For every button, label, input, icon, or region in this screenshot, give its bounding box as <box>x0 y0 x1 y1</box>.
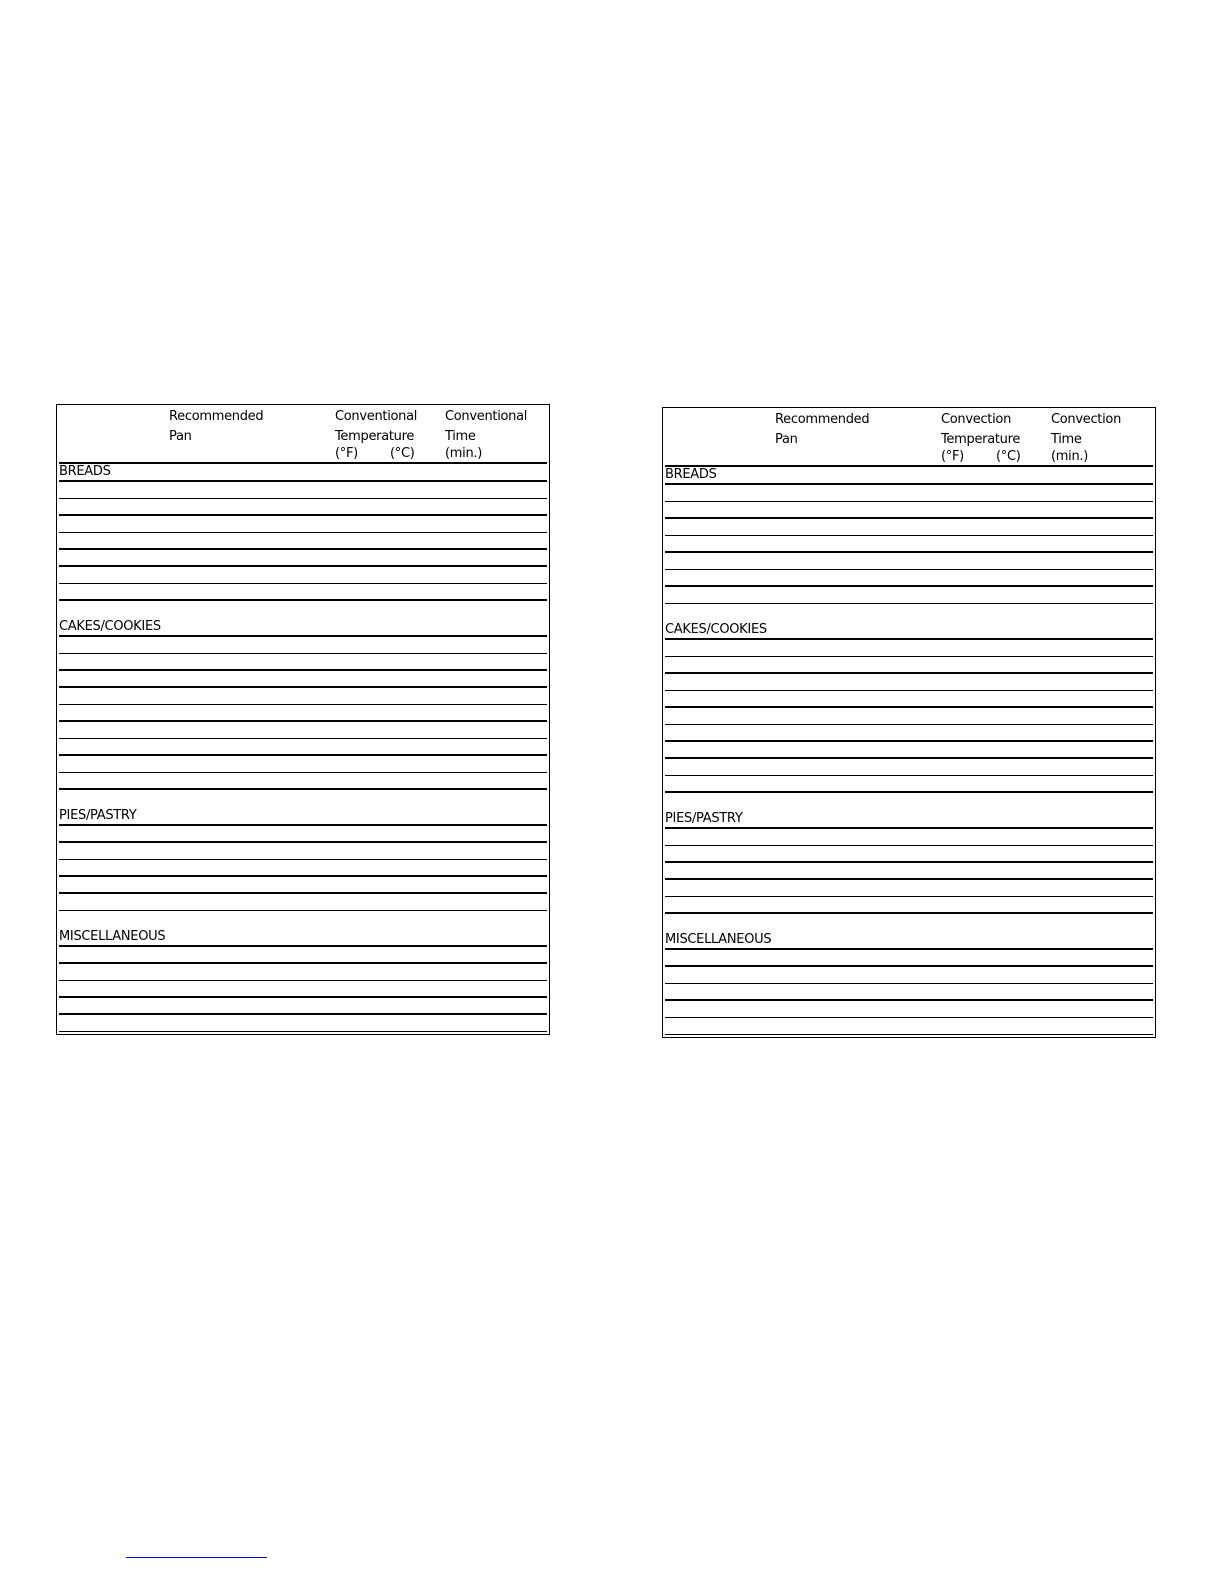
entry-row[interactable] <box>665 742 1153 759</box>
entry-row[interactable] <box>665 674 1153 691</box>
entry-row[interactable] <box>59 843 547 860</box>
temperature-header-line1: Convection <box>941 412 1012 427</box>
entry-row[interactable] <box>59 705 547 722</box>
section-breads <box>665 467 1153 604</box>
minutes-unit-label: (min.) <box>1051 449 1088 464</box>
section-title-pies-pastry: PIES/PASTRY <box>665 811 1153 829</box>
section-gap <box>57 911 549 929</box>
entry-row[interactable] <box>665 502 1153 519</box>
section-cakes-cookies <box>665 622 1153 793</box>
minutes-unit-label: (min.) <box>445 446 482 461</box>
entry-row[interactable] <box>665 950 1153 967</box>
entry-row[interactable] <box>59 998 547 1015</box>
entry-row[interactable] <box>665 691 1153 708</box>
time-header-line1: Convection <box>1051 412 1122 427</box>
time-header-line2: Time <box>445 429 476 444</box>
entry-row[interactable] <box>59 516 547 533</box>
section-breads <box>59 464 547 601</box>
entry-row[interactable] <box>59 567 547 584</box>
entry-row[interactable] <box>59 981 547 998</box>
entry-row[interactable] <box>665 863 1153 880</box>
entry-row[interactable] <box>665 708 1153 725</box>
entry-row[interactable] <box>665 829 1153 846</box>
pan-header-line2: Pan <box>169 429 192 444</box>
entry-row[interactable] <box>59 550 547 567</box>
entry-row[interactable] <box>59 1015 547 1032</box>
entry-row[interactable] <box>665 967 1153 984</box>
entry-row[interactable] <box>665 640 1153 657</box>
section-title-breads: BREADS <box>59 464 547 482</box>
section-pies-pastry <box>665 811 1153 914</box>
entry-row[interactable] <box>665 570 1153 587</box>
fahrenheit-unit-label: (°F) <box>335 446 358 461</box>
entry-row[interactable] <box>665 519 1153 536</box>
section-title-cakes-cookies: CAKES/COOKIES <box>665 622 1153 640</box>
entry-row[interactable] <box>59 894 547 911</box>
section-title-cakes-cookies: CAKES/COOKIES <box>59 619 547 637</box>
entry-row[interactable] <box>59 671 547 688</box>
section-miscellaneous <box>665 932 1153 1035</box>
section-pies-pastry <box>59 808 547 911</box>
entry-row[interactable] <box>665 846 1153 863</box>
entry-row[interactable] <box>665 553 1153 570</box>
entry-row[interactable] <box>59 654 547 671</box>
celsius-unit-label: (°C) <box>996 449 1021 464</box>
entry-row[interactable] <box>59 860 547 877</box>
entry-row[interactable] <box>59 584 547 601</box>
footnote-rule <box>126 1557 267 1558</box>
convection-baking-chart <box>662 407 1156 1038</box>
entry-row[interactable] <box>59 533 547 550</box>
fahrenheit-unit-label: (°F) <box>941 449 964 464</box>
section-gap <box>663 914 1155 932</box>
entry-row[interactable] <box>59 964 547 981</box>
entry-row[interactable] <box>665 725 1153 742</box>
entry-row[interactable] <box>59 722 547 739</box>
chart-header <box>665 408 1153 467</box>
entry-row[interactable] <box>59 482 547 499</box>
pan-header-line2: Pan <box>775 432 798 447</box>
section-title-miscellaneous: MISCELLANEOUS <box>59 929 547 947</box>
entry-row[interactable] <box>665 776 1153 793</box>
section-title-breads: BREADS <box>665 467 1153 485</box>
section-gap <box>663 604 1155 622</box>
entry-row[interactable] <box>59 637 547 654</box>
entry-row[interactable] <box>59 877 547 894</box>
entry-row[interactable] <box>59 773 547 790</box>
entry-row[interactable] <box>665 880 1153 897</box>
entry-row[interactable] <box>665 657 1153 674</box>
entry-row[interactable] <box>665 536 1153 553</box>
entry-row[interactable] <box>59 499 547 516</box>
entry-row[interactable] <box>665 587 1153 604</box>
entry-row[interactable] <box>59 739 547 756</box>
time-header-line1: Conventional <box>445 409 528 424</box>
entry-row[interactable] <box>665 485 1153 502</box>
entry-row[interactable] <box>665 759 1153 776</box>
conventional-baking-chart <box>56 404 550 1035</box>
section-miscellaneous <box>59 929 547 1032</box>
section-gap <box>57 601 549 619</box>
section-gap <box>57 790 549 808</box>
entry-row[interactable] <box>59 947 547 964</box>
temperature-header-line2: Temperature <box>335 429 415 444</box>
entry-row[interactable] <box>59 826 547 843</box>
time-header-line2: Time <box>1051 432 1082 447</box>
pan-header-line1: Recommended <box>775 412 870 427</box>
chart-header <box>59 405 547 464</box>
temperature-header-line2: Temperature <box>941 432 1021 447</box>
section-title-miscellaneous: MISCELLANEOUS <box>665 932 1153 950</box>
celsius-unit-label: (°C) <box>390 446 415 461</box>
entry-row[interactable] <box>59 756 547 773</box>
entry-row[interactable] <box>665 1001 1153 1018</box>
entry-row[interactable] <box>665 897 1153 914</box>
section-gap <box>663 793 1155 811</box>
section-title-pies-pastry: PIES/PASTRY <box>59 808 547 826</box>
section-cakes-cookies <box>59 619 547 790</box>
entry-row[interactable] <box>665 984 1153 1001</box>
entry-row[interactable] <box>665 1018 1153 1035</box>
entry-row[interactable] <box>59 688 547 705</box>
temperature-header-line1: Conventional <box>335 409 418 424</box>
pan-header-line1: Recommended <box>169 409 264 424</box>
